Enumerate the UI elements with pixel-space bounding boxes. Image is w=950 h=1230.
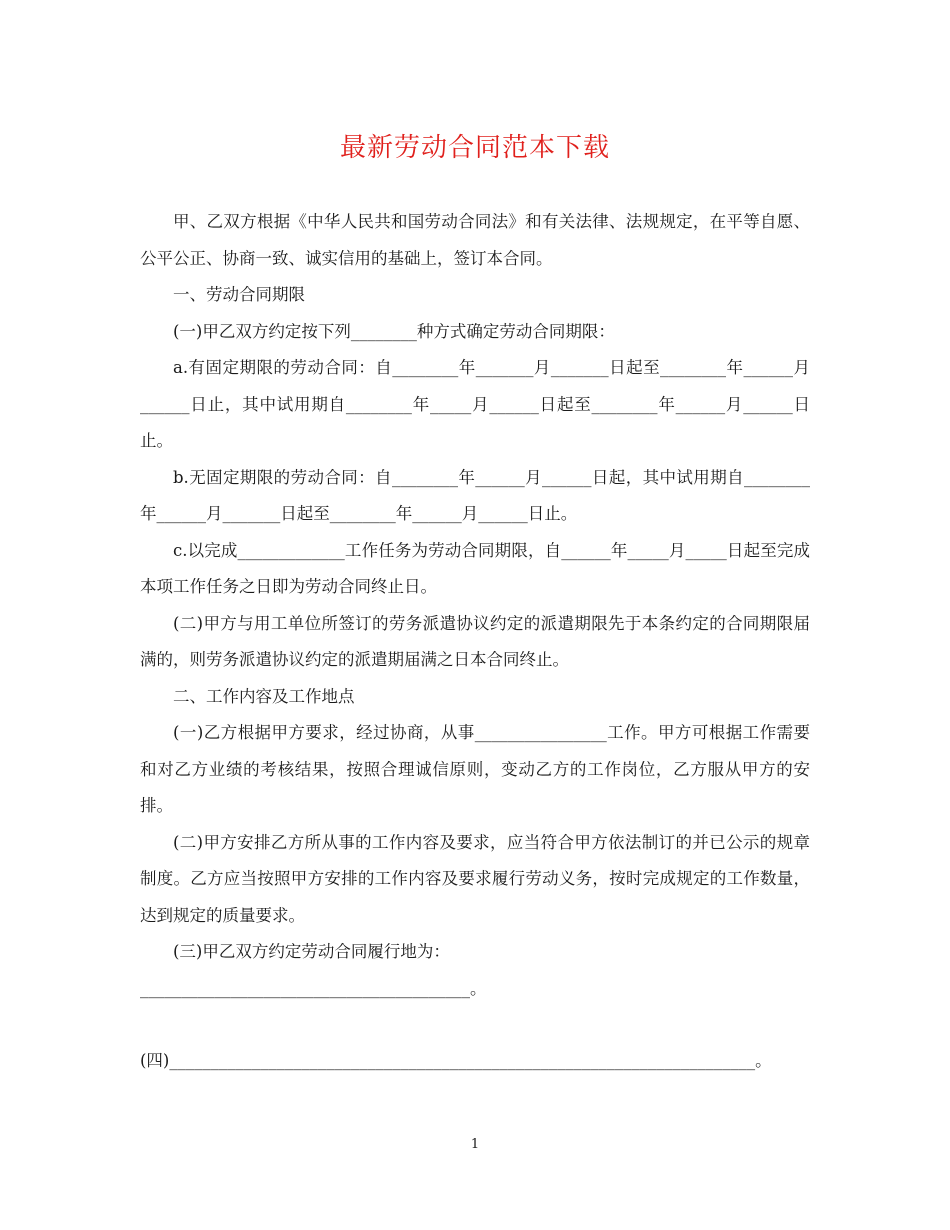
clause-fixed-term: a.有固定期限的劳动合同：自________年_______月_______日起至________年______月______日止，其中试用期自________年_____月______日起至________年______月______日止。 [140, 358, 810, 450]
clause-work-requirements: (二)甲方安排乙方所从事的工作内容及要求，应当符合甲方依法制订的并已公示的规章制度。乙方应当按照甲方安排的工作内容及要求履行劳动义务，按时完成规定的工作数量，达到规定的质量要求。 [140, 832, 810, 925]
page-number: 1 [470, 1137, 480, 1152]
work-location-blank-line: ________________________________________。 [140, 978, 487, 998]
clause-task-based-term: c.以完成_____________工作任务为劳动合同期限，自______年_____月_____日起至完成本项工作任务之日即为劳动合同终止日。 [140, 540, 810, 596]
section-heading-work-content: 二、工作内容及工作地点 [173, 686, 355, 706]
clause-term-method: (一)甲乙双方约定按下列________种方式确定劳动合同期限： [173, 321, 615, 341]
clause-open-ended-term: b.无固定期限的劳动合同：自________年______月______日起，其中试用期自________年______月_______日起至________年______月______日止。 [140, 467, 810, 523]
section-heading-contract-term: 一、劳动合同期限 [173, 285, 305, 304]
clause-work-location: (三)甲乙双方约定劳动合同履行地为： [173, 942, 450, 961]
document-title: 最新劳动合同范本下载 [339, 133, 610, 163]
paragraph-gap [140, 1007, 810, 1043]
clause-job-assignment: (一)乙方根据甲方要求，经过协商，从事________________工作。甲方可根据工作需要和对乙方业绩的考核结果，按照合理诚信原则，变动乙方的工作岗位，乙方服从甲方的安排。 [140, 723, 810, 815]
clause-four-blank: (四)_______________________________________________________________________。 [140, 1051, 772, 1070]
document-body [140, 204, 810, 1080]
preamble-paragraph: 甲、乙双方根据《中华人民共和国劳动合同法》和有关法律、法规规定，在平等自愿、公平公正、协商一致、诚实信用的基础上，签订本合同。 [140, 212, 810, 268]
clause-dispatch-termination: (二)甲方与用工单位所签订的劳务派遣协议约定的派遣期限先于本条约定的合同期限届满的，则劳务派遣协议约定的派遣期届满之日本合同终止。 [140, 613, 810, 669]
